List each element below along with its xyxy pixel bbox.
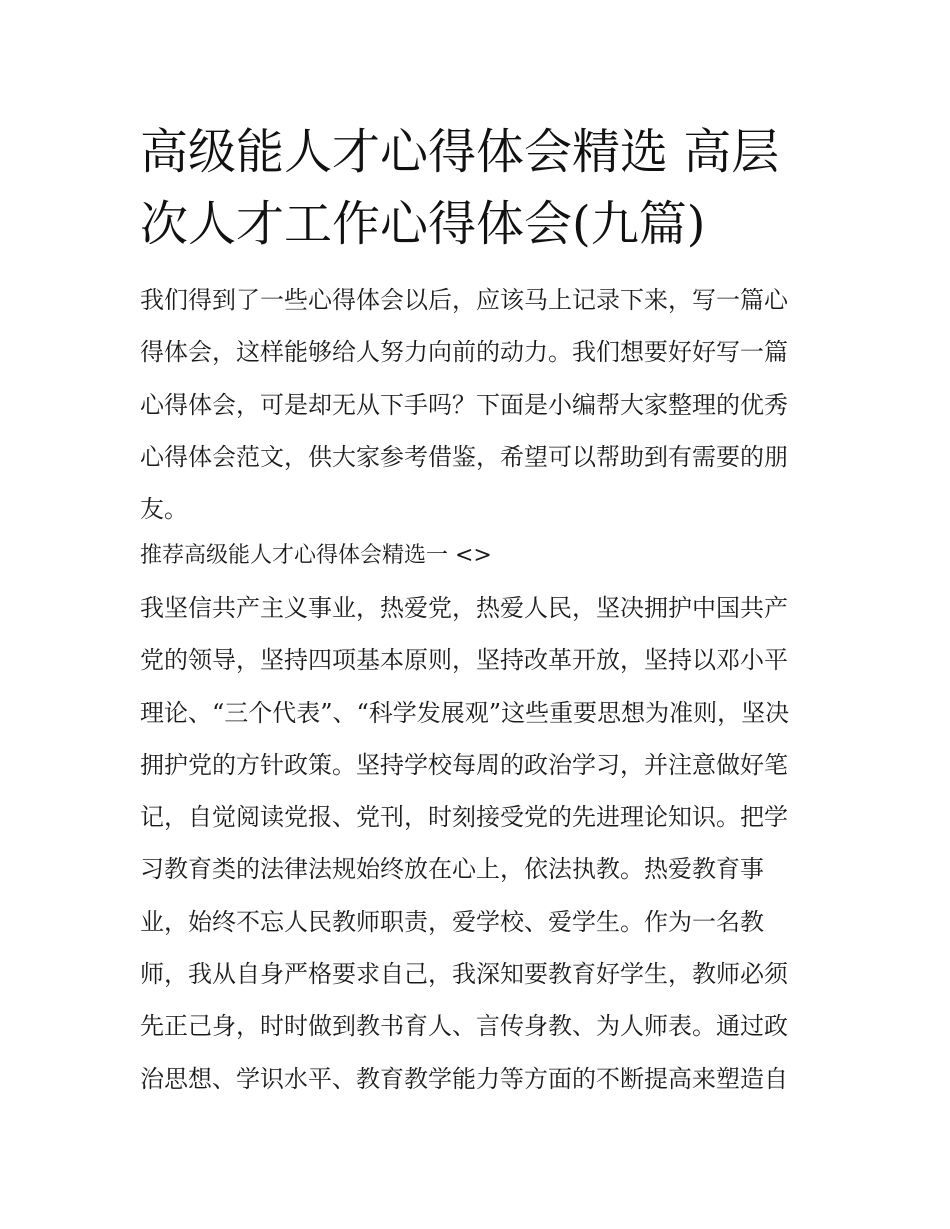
intro-line: 心得体会范文，供大家参考借鉴，希望可以帮助到有需要的朋 [140, 442, 788, 471]
title-line: 高级能人才心得体会精选 高层 [140, 124, 780, 180]
paragraph-line: 业，始终不忘人民教师职责，爱学校、爱学生。作为一名教 [140, 907, 764, 936]
paragraph-line: 习教育类的法律法规始终放在心上，依法执教。热爱教育事 [140, 855, 764, 884]
document-title [140, 116, 820, 260]
intro-line: 我们得到了一些心得体会以后，应该马上记录下来，写一篇心 [140, 286, 788, 314]
paragraph-line: 我坚信共产主义事业，热爱党，热爱人民，坚决拥护中国共产 [140, 594, 788, 622]
intro-line: 心得体会，可是却无从下手吗？下面是小编帮大家整理的优秀 [140, 390, 788, 419]
paragraph-line: 党的领导，坚持四项基本原则，坚持改革开放，坚持以邓小平 [140, 646, 788, 675]
paragraph-line: 先正己身，时时做到教书育人、言传身教、为人师表。通过政 [140, 1012, 788, 1041]
paragraph-line: 拥护党的方针政策。坚持学校每周的政治学习，并注意做好笔 [140, 750, 788, 779]
section-subheading: 推荐高级能人才心得体会精选一 <> [140, 543, 492, 568]
intro-line: 得体会，这样能够给人努力向前的动力。我们想要好好写一篇 [140, 338, 788, 367]
paragraph-line: 治思想、学识水平、教育教学能力等方面的不断提高来塑造自 [140, 1064, 788, 1093]
title-line: 次人才工作心得体会(九篇) [140, 196, 706, 252]
body-paragraph [140, 582, 820, 1105]
intro-line: 友。 [140, 495, 188, 524]
paragraph-line: 师，我从自身严格要求自己，我深知要教育好学生，教师必须 [140, 960, 788, 989]
paragraph-line: 记，自觉阅读党报、党刊，时刻接受党的先进理论知识。把学 [140, 803, 788, 832]
paragraph-line: 理论、“三个代表”、“科学发展观”这些重要思想为准则，坚决 [140, 698, 790, 727]
intro-paragraph [140, 274, 820, 535]
